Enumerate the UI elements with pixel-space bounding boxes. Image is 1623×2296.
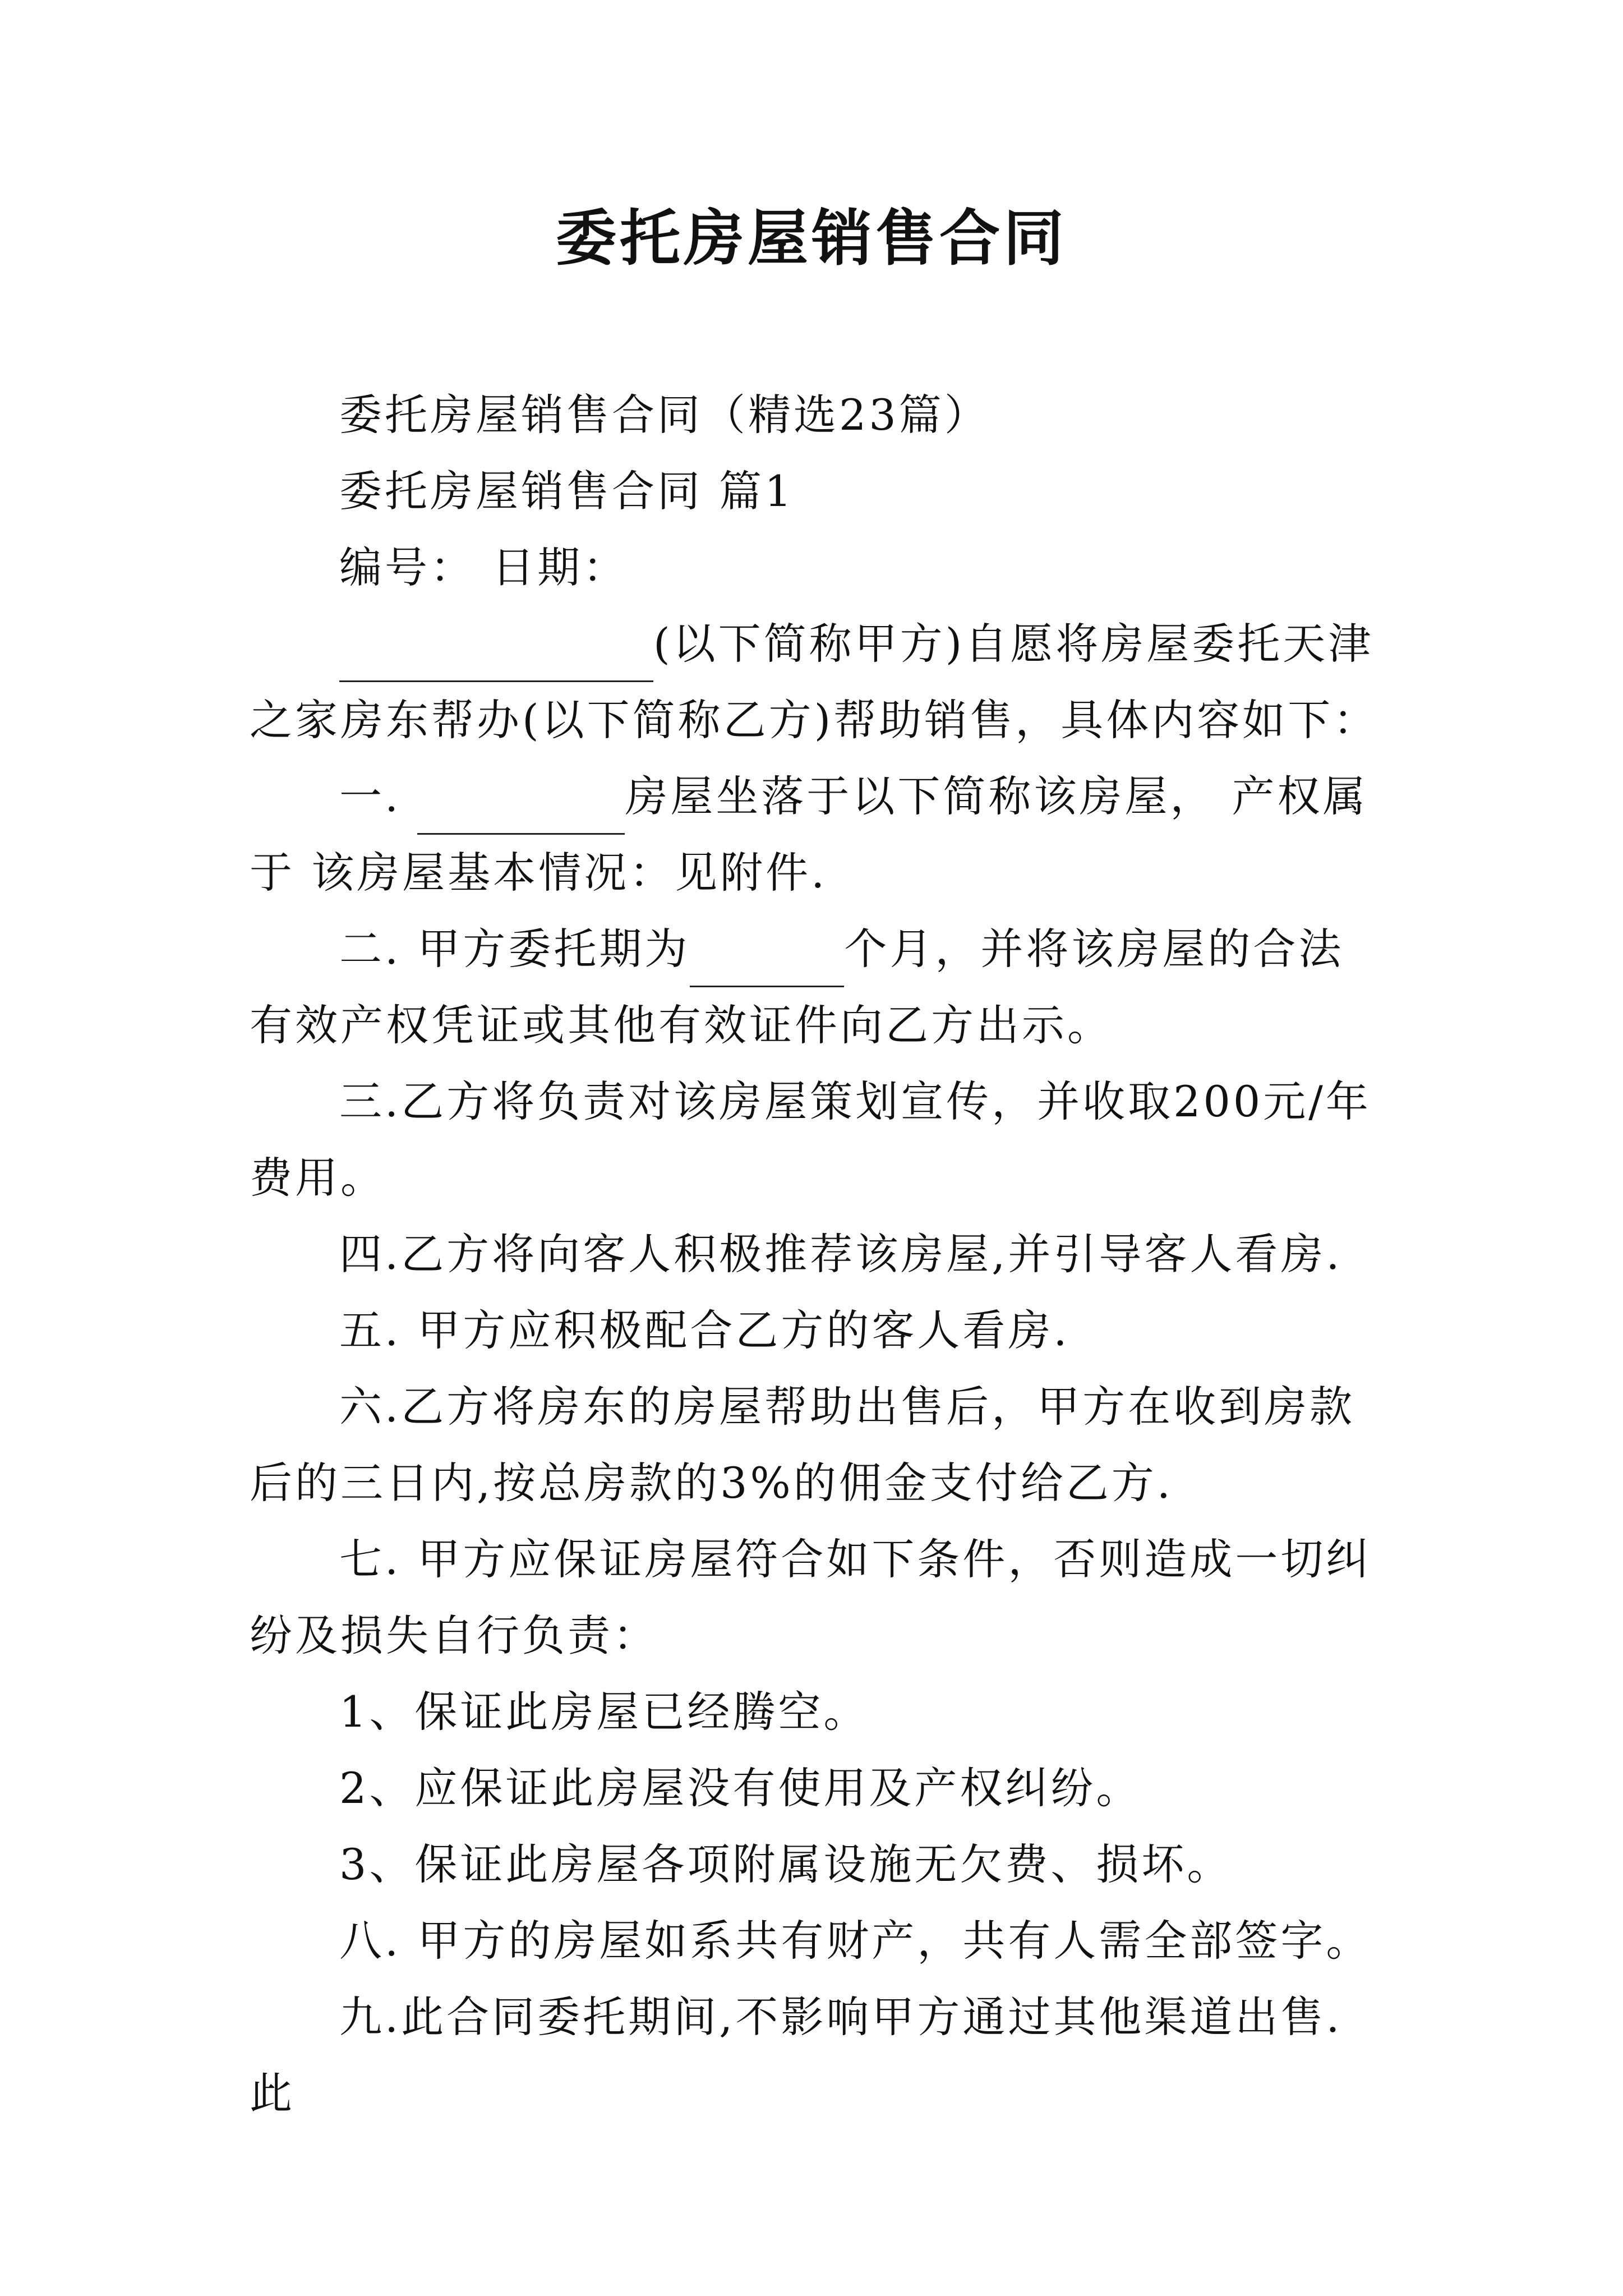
clause-7-item-3: 3、保证此房屋各项附属设施无欠费、损坏。: [339, 1839, 1233, 1889]
clause-1-prefix: 一.: [339, 771, 418, 821]
clause-1-text: 房屋坐落于以下简称该房屋， 产权属于 该房屋基本情况：见附件.: [250, 771, 1368, 898]
document-title: 委托房屋销售合同: [555, 203, 1067, 274]
clause-2-text: 个月，并将该房屋的合法有效产权凭证或其他有效证件向乙方出示。: [250, 924, 1344, 1050]
location-blank: [417, 784, 625, 835]
clause-5: 五. 甲方应积极配合乙方的客人看房.: [339, 1305, 1070, 1355]
document-body: [250, 377, 1382, 2132]
clause-4: 四.乙方将向客人积极推荐该房屋,并引导客人看房.: [339, 1229, 1343, 1279]
clause-7: 七. 甲方应保证房屋符合如下条件，否则造成一切纠纷及损失自行负责：: [250, 1534, 1372, 1660]
clause-8: 八. 甲方的房屋如系共有财产，共有人需全部签字。: [339, 1916, 1372, 1966]
document-subtitle: 委托房屋销售合同（精选23篇）: [339, 390, 990, 440]
party-a-blank: [339, 631, 653, 682]
clause-7-item-2: 2、应保证此房屋没有使用及产权纠纷。: [339, 1763, 1142, 1813]
clause-3: 三.乙方将负责对该房屋策划宣传，并收取200元/年费用。: [250, 1076, 1371, 1203]
clause-2: [250, 911, 1382, 1064]
number-date-line: 编号： 日期：: [339, 542, 629, 592]
term-blank: [690, 936, 844, 987]
intro-paragraph: [250, 606, 1382, 758]
clause-1: [250, 758, 1382, 911]
clause-9: 九.此合同委托期间,不影响甲方通过其他渠道出售.此: [250, 1992, 1343, 2118]
intro-text: (以下简称甲方)自愿将房屋委托天津之家房东帮办(以下简称乙方)帮助销售，具体内容如下：: [250, 619, 1379, 745]
clause-2-prefix: 二. 甲方委托期为: [339, 924, 690, 974]
section-heading: 委托房屋销售合同 篇1: [339, 466, 795, 516]
clause-6: 六.乙方将房东的房屋帮助出售后，甲方在收到房款后的三日内,按总房款的3%的佣金支付给乙方.: [250, 1382, 1355, 1508]
clause-7-item-1: 1、保证此房屋已经腾空。: [339, 1687, 869, 1737]
